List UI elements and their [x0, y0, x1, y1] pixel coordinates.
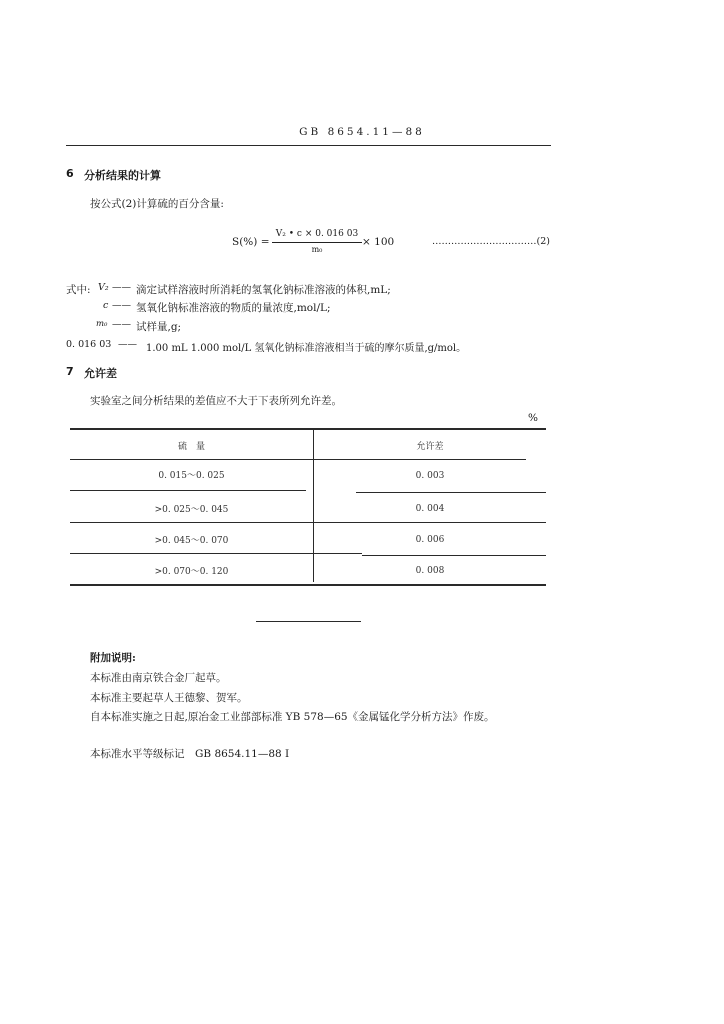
formula-denominator: m₀: [311, 245, 323, 254]
table-row-2-range: >0. 025～0. 045: [154, 505, 229, 515]
formula-lhs: S(%) =: [232, 236, 270, 248]
def-symbol-c: c: [103, 300, 109, 311]
table-row-4-range: >0. 070～0. 120: [154, 567, 229, 577]
def-text-v2: 滴定试样溶液时所消耗的氢氧化钠标准溶液的体积,mL;: [136, 284, 391, 296]
section-6-intro: 按公式(2)计算硫的百分含量:: [90, 198, 224, 210]
notes-line-3: 自本标准实施之日起,原冶金工业部部标准 YB 578—65《金属锰化学分析方法》作废。: [90, 711, 495, 723]
section-7-intro: 实验室之间分析结果的差值应不大于下表所列允许差。: [90, 395, 342, 407]
def-symbol-v2: V₂: [98, 282, 109, 293]
formula-numerator: V₂ • c × 0. 016 03: [275, 229, 359, 239]
def-sep-c: ——: [112, 300, 131, 311]
table-row-3-range: >0. 045～0. 070: [154, 536, 229, 546]
page-header-standard-no: GB 8654.11—88: [299, 126, 425, 138]
end-of-text-rule: [256, 621, 361, 622]
table-row-3-rule-right: [362, 555, 546, 556]
def-text-constant: 1.00 mL 1.000 mol/L 氢氧化钠标准溶液相当于硫的摩尔质量,g/mol。: [146, 343, 467, 354]
table-row-1-rule-right: [356, 492, 546, 493]
def-sep-m0: ——: [112, 319, 131, 330]
formula-fraction-bar: [272, 242, 362, 243]
def-symbol-m0: m₀: [96, 319, 108, 329]
notes-line-1: 本标准由南京铁合金厂起草。: [90, 672, 227, 684]
section-7-number: 7: [66, 365, 74, 378]
table-bottom-rule: [70, 584, 546, 586]
table-row-4-tolerance: 0. 008: [415, 566, 445, 576]
notes-line-2: 本标准主要起草人王德黎、贺军。: [90, 692, 248, 704]
table-row-3-tolerance: 0. 006: [415, 535, 445, 545]
grade-mark: 本标准水平等级标记 GB 8654.11—88 Ⅰ: [90, 748, 290, 760]
formula-number: ……………………………(2): [432, 236, 550, 247]
table-top-rule: [70, 428, 546, 430]
def-text-c: 氢氧化钠标准溶液的物质的量浓度,mol/L;: [136, 302, 331, 314]
def-text-m0: 试样量,g;: [136, 321, 182, 333]
table-header-sulfur: 硫 量: [177, 442, 205, 452]
def-sep-constant: ——: [118, 339, 137, 350]
formula-times-100: × 100: [362, 236, 395, 248]
table-row-1-rule-left: [70, 490, 306, 491]
table-row-2-rule: [70, 522, 546, 523]
table-row-1-tolerance: 0. 003: [415, 471, 445, 481]
where-label: 式中:: [66, 284, 91, 296]
section-6-number: 6: [66, 167, 74, 180]
section-6-title: 分析结果的计算: [84, 169, 161, 182]
section-7-title: 允许差: [84, 367, 117, 380]
table-header-rule: [70, 459, 526, 460]
table-header-tolerance: 允许差: [416, 442, 444, 452]
table-row-2-tolerance: 0. 004: [415, 504, 445, 514]
header-rule: [66, 145, 551, 146]
table-unit: %: [528, 412, 538, 424]
table-row-1-range: 0. 015～0. 025: [158, 471, 225, 481]
def-symbol-constant: 0. 016 03: [66, 339, 112, 350]
table-row-3-rule-left: [70, 553, 362, 554]
def-sep-v2: ——: [112, 282, 131, 293]
notes-title: 附加说明:: [90, 652, 136, 664]
